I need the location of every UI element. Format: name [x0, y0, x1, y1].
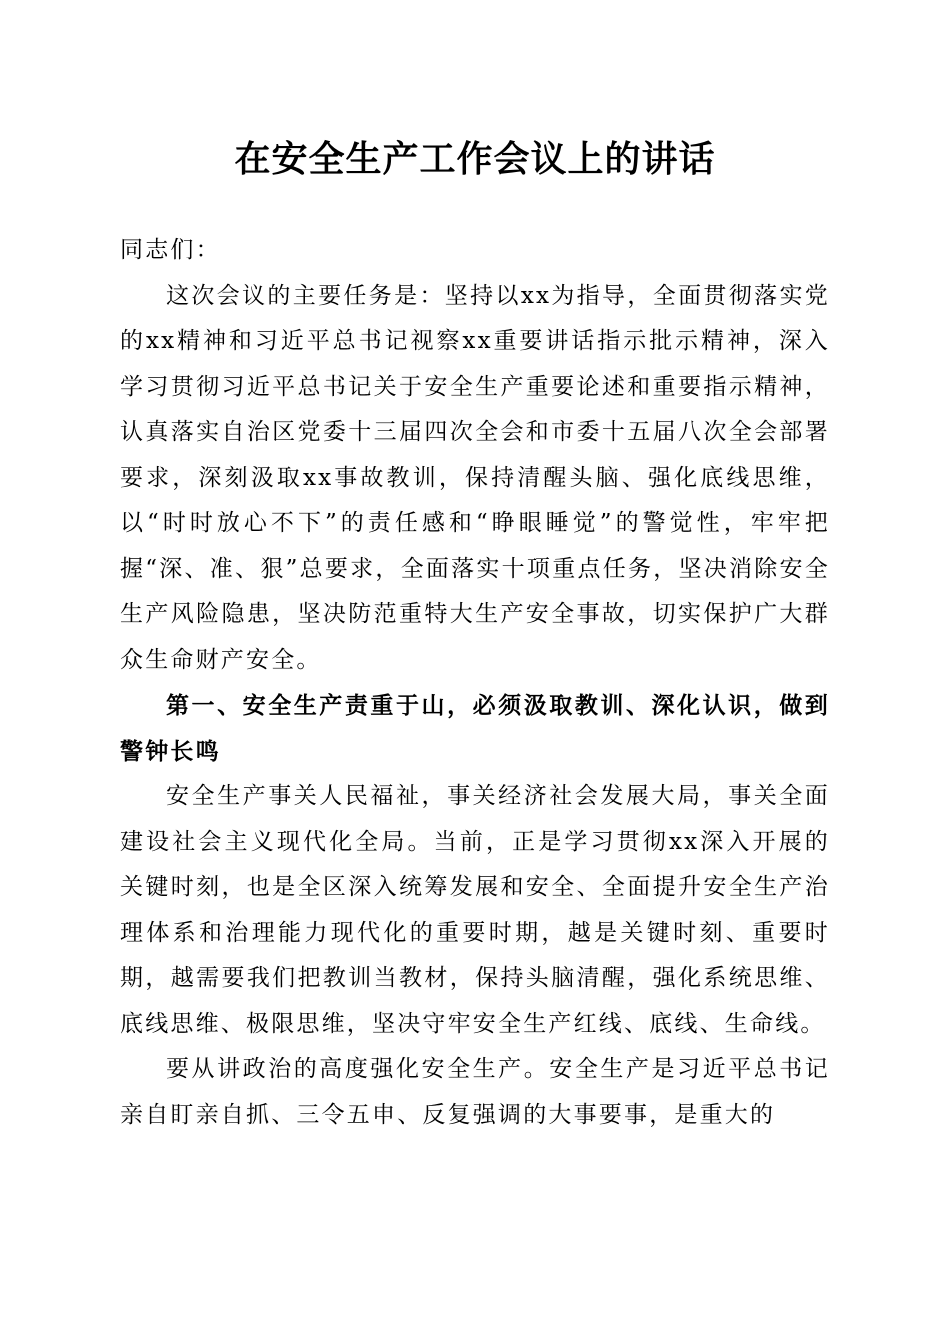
- salutation: 同志们：: [120, 237, 221, 263]
- section-heading: 第一、安全生产责重于山，必须汲取教训、深化认识，做到警钟长鸣: [120, 692, 830, 765]
- document-body: [120, 228, 830, 1138]
- body-paragraph: 安全生产事关人民福祉，事关经济社会发展大局，事关全面建设社会主义现代化全局。当前，正是学习贯彻xx深入开展的关键时刻，也是全区深入统筹发展和安全、全面提升安全生产治理体系和治理能力现代化的重要时期，越是关键时刻、重要时期，越需要我们把教训当教材，保持头脑清醒，强化系统思维、底线思维、极限思维，坚决守牢安全生产红线、底线、生命线。: [120, 783, 830, 1037]
- document-title: 在安全生产工作会议上的讲话: [234, 138, 716, 180]
- body-paragraph: 要从讲政治的高度强化安全生产。安全生产是习近平总书记亲自盯亲自抓、三令五申、反复强调的大事要事，是重大的: [120, 1056, 830, 1128]
- body-paragraph: 这次会议的主要任务是：坚持以xx为指导，全面贯彻落实党的xx精神和习近平总书记视察xx重要讲话指示批示精神，深入学习贯彻习近平总书记关于安全生产重要论述和重要指示精神，认真落实自治区党委十三届四次全会和市委十五届八次全会部署要求，深刻汲取xx事故教训，保持清醒头脑、强化底线思维，以“时时放心不下”的责任感和“睁眼睡觉”的警觉性，牢牢把握“深、准、狠”总要求，全面落实十项重点任务，坚决消除安全生产风险隐患，坚决防范重特大生产安全事故，切实保护广大群众生命财产安全。: [120, 282, 830, 673]
